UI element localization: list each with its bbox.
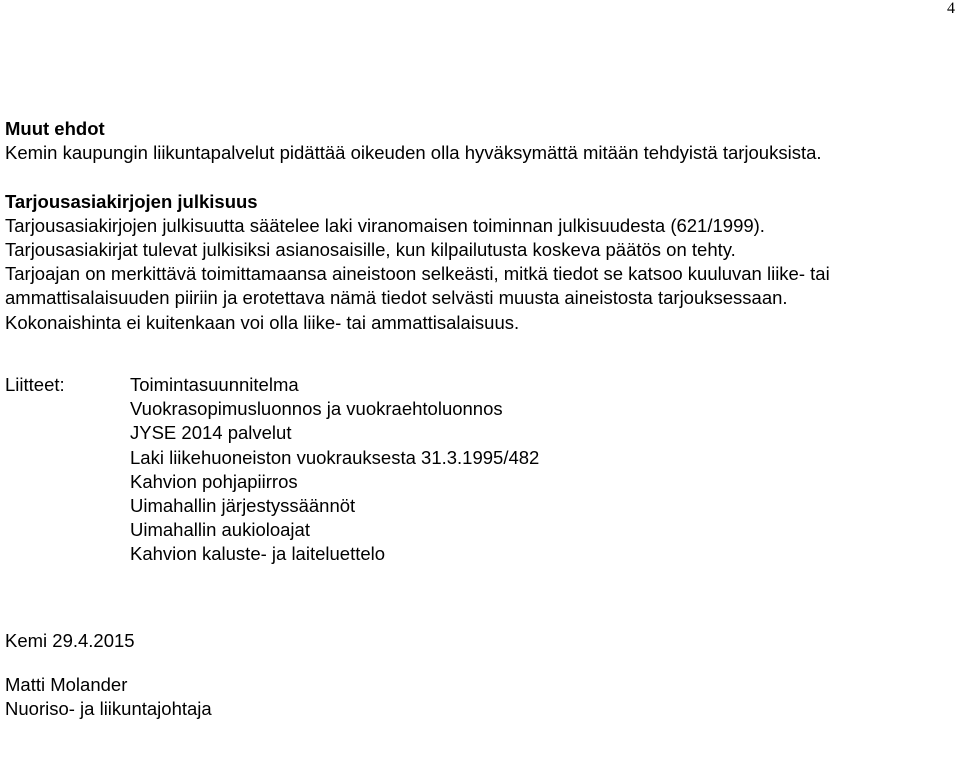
section-julkisuus xyxy=(5,190,955,335)
section-text: Kemin kaupungin liikuntapalvelut pidättää oikeuden olla hyväksymättä mitään tehdyistä tarjouksista. xyxy=(5,142,822,164)
attachment-item: JYSE 2014 palvelut xyxy=(130,422,292,444)
attachment-item: Laki liikehuoneiston vuokrauksesta 31.3.1995/482 xyxy=(130,446,540,468)
section-line: Tarjousasiakirjat tulevat julkisiksi asianosaisille, kun kilpailutusta koskeva päätös on tehty. xyxy=(5,239,736,260)
attachment-item: Toimintasuunnitelma xyxy=(130,374,299,395)
attachment-item: Uimahallin järjestyssäännöt xyxy=(130,495,356,517)
section-heading: Tarjousasiakirjojen julkisuus xyxy=(5,190,258,212)
section-heading: Muut ehdot xyxy=(5,118,105,139)
signature-block xyxy=(5,673,955,721)
attachments-block xyxy=(5,373,955,567)
attachment-item: Vuokrasopimusluonnos ja vuokraehtoluonnos xyxy=(130,398,503,420)
document-body xyxy=(5,117,955,721)
spacer xyxy=(5,335,955,359)
attachments-list xyxy=(130,373,539,567)
section-line: Tarjoajan on merkittävä toimittamaansa aineistoon selkeästi, mitkä tiedot se katsoo kuuluvan liike- tai ammattisalaisuuden piiriin ja erotettava nämä tiedot selvästi muusta aineistosta tarjouksessaan. xyxy=(5,263,830,309)
signer-name: Matti Molander xyxy=(5,673,128,695)
section-line: Tarjousasiakirjojen julkisuutta säätelee laki viranomaisen toiminnan julkisuudesta (621/1999). xyxy=(5,214,765,236)
section-line: Kokonaishinta ei kuitenkaan voi olla liike- tai ammattisalaisuus. xyxy=(5,311,520,333)
attachment-item: Kahvion pohjapiirros xyxy=(130,470,298,492)
spacer xyxy=(5,165,955,189)
attachment-item: Uimahallin aukioloajat xyxy=(130,519,310,541)
attachments-label: Liitteet: xyxy=(5,374,65,395)
attachment-item: Kahvion kaluste- ja laiteluettelo xyxy=(130,543,386,565)
signer-title: Nuoriso- ja liikuntajohtaja xyxy=(5,698,212,720)
page-number: 4 xyxy=(947,0,955,17)
section-muut-ehdot xyxy=(5,117,955,165)
place-date: Kemi 29.4.2015 xyxy=(5,629,135,651)
